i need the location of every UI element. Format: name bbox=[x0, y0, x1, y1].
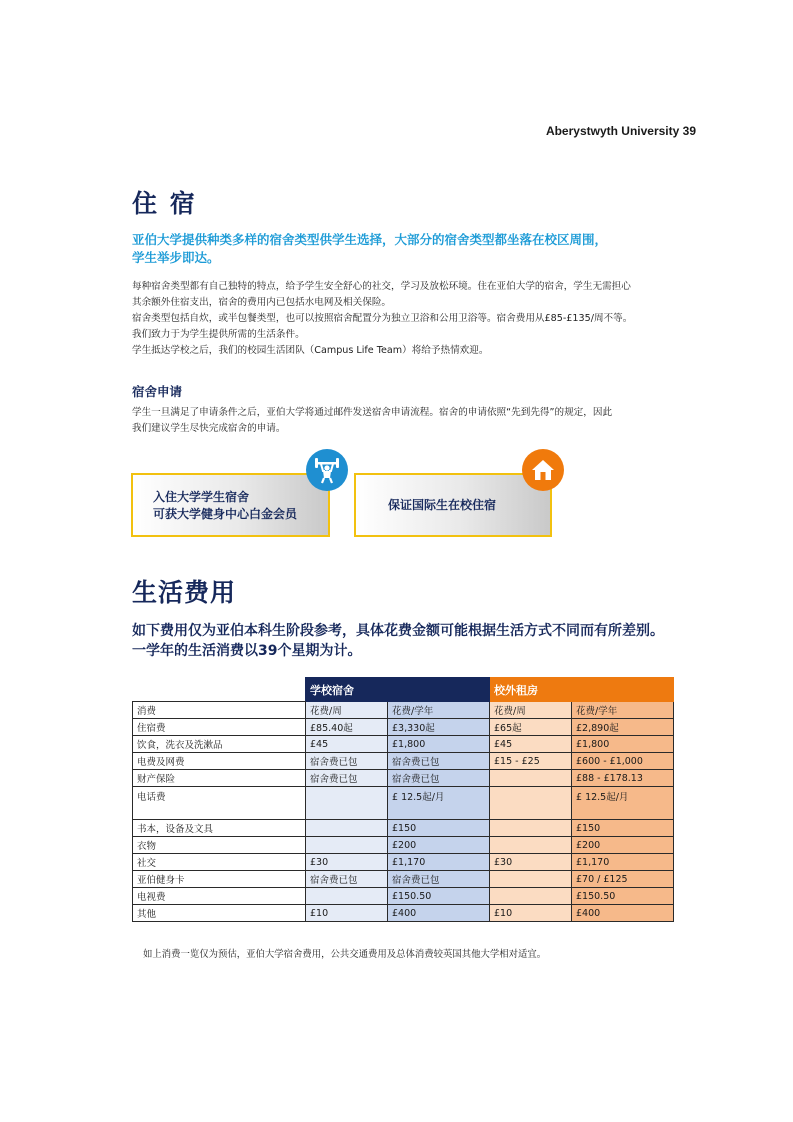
table-cell: 宿舍费已包 bbox=[306, 753, 388, 770]
table-cell: £150 bbox=[388, 820, 490, 837]
table-row bbox=[133, 888, 674, 905]
table-cell: £3,330起 bbox=[388, 719, 490, 736]
weightlifting-icon bbox=[306, 449, 348, 491]
table-row bbox=[133, 905, 674, 922]
table-cell: 宿舍费已包 bbox=[306, 770, 388, 787]
paragraph-line: 我们致力于为学生提供所需的生活条件。 bbox=[132, 329, 305, 340]
column-header: 花费/学年 bbox=[572, 702, 674, 719]
table-cell: 亚伯健身卡 bbox=[133, 871, 306, 888]
benefit-gym-membership bbox=[131, 473, 330, 537]
accommodation-title: 住 宿 bbox=[132, 189, 197, 218]
table-group-header-row bbox=[133, 678, 674, 702]
table-row bbox=[133, 837, 674, 854]
table-row bbox=[133, 753, 674, 770]
table-row bbox=[133, 871, 674, 888]
table-cell: 宿舍费已包 bbox=[388, 770, 490, 787]
table-row bbox=[133, 736, 674, 753]
benefit-guaranteed-housing bbox=[354, 473, 552, 537]
column-header: 花费/学年 bbox=[388, 702, 490, 719]
house-icon bbox=[522, 449, 564, 491]
table-footnote: 如上消费一览仅为预估，亚伯大学宿舍费用，公共交通费用及总体消费较英国其他大学相对适宜。 bbox=[143, 949, 547, 960]
living-costs-title: 生活费用 bbox=[132, 578, 237, 607]
group-header-off-campus: 校外租房 bbox=[490, 678, 674, 702]
table-cell: £70 / £125 bbox=[572, 871, 674, 888]
table-row bbox=[133, 854, 674, 871]
table-cell bbox=[490, 888, 572, 905]
running-header: Aberystwyth University 39 bbox=[545, 124, 696, 138]
table-cell bbox=[306, 837, 388, 854]
accommodation-lead bbox=[132, 231, 672, 267]
table-cell: £88 - £178.13 bbox=[572, 770, 674, 787]
table-cell: £600 - £1,000 bbox=[572, 753, 674, 770]
paragraph-line: 其余额外住宿支出，宿舍的费用内已包括水电网及相关保险。 bbox=[132, 297, 392, 308]
table-cell: £45 bbox=[306, 736, 388, 753]
table-cell: £15 - £25 bbox=[490, 753, 572, 770]
paragraph-line: 宿舍类型包括自炊，或半包餐类型，也可以按照宿舍配置分为独立卫浴和公用卫浴等。宿舍费用从£85-£135/周不等。 bbox=[132, 313, 633, 324]
table-cell: £1,170 bbox=[572, 854, 674, 871]
table-row bbox=[133, 787, 674, 820]
paragraph-line: 学生一旦满足了申请条件之后，亚伯大学将通过邮件发送宿舍申请流程。宿舍的申请依照“先到先得”的规定，因此 bbox=[132, 407, 613, 418]
table-cell bbox=[306, 820, 388, 837]
table-cell: £ 12.5起/月 bbox=[572, 787, 674, 820]
table-cell: 财产保险 bbox=[133, 770, 306, 787]
table-cell: £1,800 bbox=[572, 736, 674, 753]
table-cell: £200 bbox=[388, 837, 490, 854]
table-cell: 饮食，洗衣及洗漱品 bbox=[133, 736, 306, 753]
table-cell: 宿舍费已包 bbox=[306, 871, 388, 888]
living-costs-lead-line: 一学年的生活消费以39个星期为计。 bbox=[132, 643, 362, 659]
paragraph-line: 每种宿舍类型都有自己独特的特点，给予学生安全舒心的社交，学习及放松环境。住在亚伯大学的宿舍，学生无需担心 bbox=[132, 281, 631, 292]
column-header: 花费/周 bbox=[306, 702, 388, 719]
table-cell bbox=[490, 787, 572, 820]
table-cell: £150.50 bbox=[572, 888, 674, 905]
table-cell bbox=[306, 888, 388, 905]
accommodation-paragraph bbox=[132, 279, 692, 359]
table-cell: £85.40起 bbox=[306, 719, 388, 736]
table-cell: £30 bbox=[490, 854, 572, 871]
living-costs-lead bbox=[132, 621, 692, 661]
table-cell: 住宿费 bbox=[133, 719, 306, 736]
paragraph-line: 我们建议学生尽快完成宿舍的申请。 bbox=[132, 423, 286, 434]
table-cell: £400 bbox=[388, 905, 490, 922]
table-cell: £1,800 bbox=[388, 736, 490, 753]
table-row bbox=[133, 820, 674, 837]
table-cell: £200 bbox=[572, 837, 674, 854]
table-cell: £45 bbox=[490, 736, 572, 753]
table-cell bbox=[490, 871, 572, 888]
table-cell bbox=[490, 820, 572, 837]
table-cell bbox=[490, 837, 572, 854]
table-group-header-empty bbox=[133, 678, 306, 702]
accommodation-lead-line: 亚伯大学提供种类多样的宿舍类型供学生选择，大部分的宿舍类型都坐落在校区周围， bbox=[132, 232, 608, 247]
table-column-header-row bbox=[133, 702, 674, 719]
paragraph-line: 学生抵达学校之后，我们的校园生活团队（Campus Life Team）将给予热情欢迎。 bbox=[132, 345, 489, 356]
table-cell: 电视费 bbox=[133, 888, 306, 905]
table-cell: £ 12.5起/月 bbox=[388, 787, 490, 820]
table-cell: 衣物 bbox=[133, 837, 306, 854]
table-cell: £10 bbox=[306, 905, 388, 922]
group-header-campus: 学校宿舍 bbox=[306, 678, 490, 702]
table-cell: £2,890起 bbox=[572, 719, 674, 736]
benefit-line: 可获大学健身中心白金会员 bbox=[153, 507, 298, 521]
benefit-line: 保证国际生在校住宿 bbox=[388, 498, 497, 512]
table-cell bbox=[306, 787, 388, 820]
table-cell: 电费及网费 bbox=[133, 753, 306, 770]
application-paragraph bbox=[132, 405, 692, 437]
table-cell: £400 bbox=[572, 905, 674, 922]
column-header: 花费/周 bbox=[490, 702, 572, 719]
table-cell: £150.50 bbox=[388, 888, 490, 905]
column-header: 消费 bbox=[133, 702, 306, 719]
table-cell: 宿舍费已包 bbox=[388, 871, 490, 888]
table-cell: £10 bbox=[490, 905, 572, 922]
accommodation-lead-line: 学生举步即达。 bbox=[132, 250, 220, 265]
table-cell: 社交 bbox=[133, 854, 306, 871]
table-cell: 宿舍费已包 bbox=[388, 753, 490, 770]
living-costs-lead-line: 如下费用仅为亚伯本科生阶段参考，具体花费金额可能根据生活方式不同而有所差别。 bbox=[132, 623, 664, 639]
table-cell: £150 bbox=[572, 820, 674, 837]
table-row bbox=[133, 770, 674, 787]
table-cell bbox=[490, 770, 572, 787]
table-cell: £1,170 bbox=[388, 854, 490, 871]
table-cell: 书本，设备及文具 bbox=[133, 820, 306, 837]
benefit-line: 入住大学学生宿舍 bbox=[153, 490, 250, 504]
table-row bbox=[133, 719, 674, 736]
table-cell: £65起 bbox=[490, 719, 572, 736]
table-cell: £30 bbox=[306, 854, 388, 871]
table-cell: 电话费 bbox=[133, 787, 306, 820]
application-heading: 宿舍申请 bbox=[132, 384, 183, 399]
cost-table bbox=[132, 677, 674, 922]
table-cell: 其他 bbox=[133, 905, 306, 922]
